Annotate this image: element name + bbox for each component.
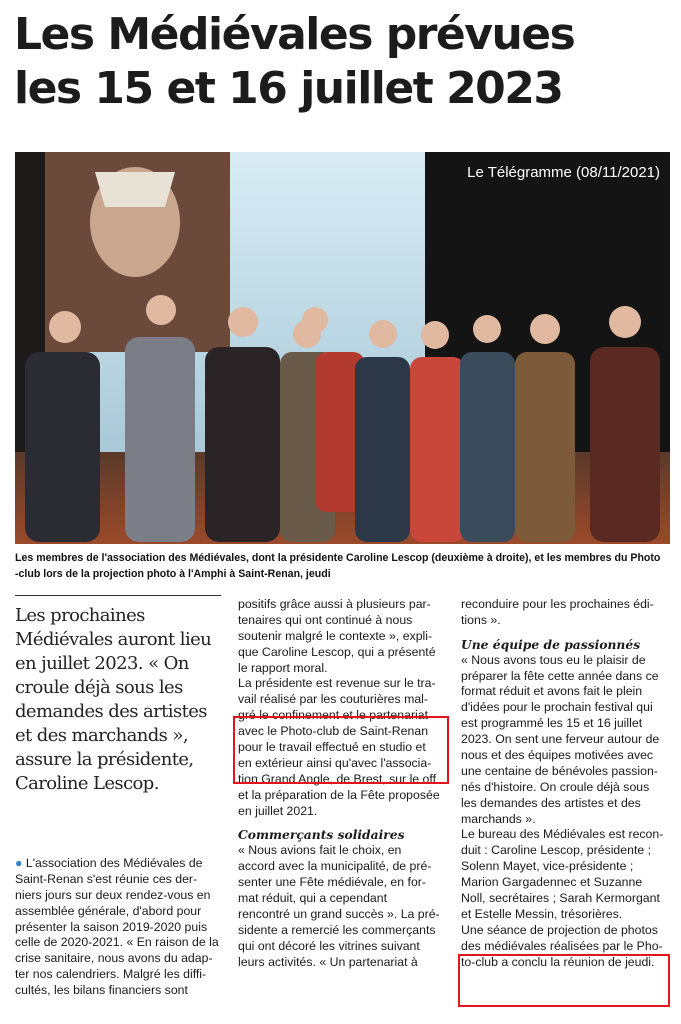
caption-line: Les membres de l'association des Médiévales, dont la présidente Caroline Lescop (deuxième à droite), et les membres du Photo [15,552,661,564]
body-line: des médiévales réalisées par le Pho- [461,938,663,953]
body-line: gré le confinement et le partenariat [238,708,429,723]
body-line: pour le travail effectué en studio et [238,740,426,755]
body-line: nés d'histoire. On croule déjà sous [461,779,650,794]
section-subheading: Une équipe de passionnés [461,636,641,652]
body-line: mat réduit, qui a cependant [238,891,388,906]
body-line: Noll, secrétaires ; Sarah Kermorgant [461,891,660,906]
intro-line: assure la présidente, [15,749,194,770]
body-line: reconduire pour les prochaines édi- [461,597,654,611]
section-subheading: Commerçants solidaires [238,827,405,843]
caption-line: -club lors de la projection photo à l'Amphi à Saint-Renan, jeudi [15,568,331,580]
headline-line: les 15 et 16 juillet 2023 [14,63,563,114]
body-line: Solenn Mayet, vice-présidente ; [461,859,634,874]
body-line: positifs grâce aussi à plusieurs par- [238,597,431,611]
body-line: tion Grand Angle, de Brest, sur le off [238,771,437,786]
body-line [15,856,225,872]
body-line: en extérieur ainsi qu'avec l'associa- [238,755,432,770]
body-line: Marion Gargadennec et Suzanne [461,875,643,890]
body-line: celle de 2020-2021. « En raison de la [15,935,219,950]
article-photo [15,152,670,544]
body-line: vail réalisé par les couturières mal- [238,692,428,707]
body-line: « Nous avions fait le choix, en [238,843,402,858]
body-line: soutenir malgré le contexte », expli- [238,628,433,643]
body-line: nous et des équipes motivées avec [461,748,654,763]
spacer [238,819,448,827]
body-line: senter une Fête médiévale, en for- [238,875,426,890]
headline-line: Les Médiévales prévues [14,9,575,60]
highlight-box-projection [458,954,670,1007]
body-line: assemblée générale, d'abord pour [15,903,202,918]
body-column-3 [461,597,673,970]
body-line: tenaires qui ont continué à nous [238,612,413,627]
body-line: sidente a remercié les commerçants [238,922,436,937]
intro-line: croule déjà sous les [15,677,183,698]
body-line: format réduit et avons fait le plein [461,684,643,699]
body-line: accord avec la municipalité, de pré- [238,859,432,874]
body-line: avec le Photo-club de Saint-Renan [238,724,429,739]
body-line: rencontré un grand succès ». La pré- [238,906,440,921]
body-line: Le bureau des Médiévales est recon- [461,827,664,842]
body-line: présenter la saison 2019-2020 puis [15,919,208,934]
body-column-1 [15,856,225,999]
body-line: Une séance de projection de photos [461,922,658,937]
intro-line: Les prochaines [15,605,145,626]
body-line: que Caroline Lescop, qui a présenté [238,644,436,659]
body-line: et Estelle Messin, trésorières. [461,906,623,921]
body-line: les demandes des artistes et des [461,795,641,810]
body-line: qui ont décoré les vitrines suivant [238,938,420,953]
body-line: est programmé les 15 et 16 juillet [461,716,643,731]
body-line: 2023. On sent une ferveur autour de [461,732,660,747]
article-headline [14,8,674,116]
body-line: niers jours sur deux rendez-vous en [15,887,211,902]
body-line: crise sanitaire, nous avons du adap- [15,951,213,966]
body-line: ter nos calendriers. Malgré les diffi- [15,967,207,982]
photo-source-label: Le Télégramme (08/11/2021) [467,164,660,181]
body-line: le rapport moral. [238,660,328,675]
body-line: tions ». [461,612,501,627]
body-line: Saint-Renan s'est réunie ces der- [15,871,198,886]
body-line: une centaine de bénévoles passion- [461,763,658,778]
body-line: préparer la fête cette année dans ce [461,668,659,683]
bullet-icon: ● [15,856,23,870]
group-photo-illustration [15,152,670,544]
body-line: leurs activités. « Un partenariat à [238,954,418,969]
intro-line: demandes des artistes [15,701,207,722]
body-line: cultés, les bilans financiers sont [15,983,188,998]
body-line: marchands ». [461,811,536,826]
intro-line: et des marchands », [15,725,188,746]
article-intro [15,604,225,796]
spacer [461,629,673,637]
body-line: et la préparation de la Fête proposée [238,787,440,802]
intro-divider [15,595,221,596]
intro-line: en juillet 2023. « On [15,653,189,674]
body-line: d'idées pour le prochain festival qui [461,700,653,715]
highlight-box-partnership [233,716,449,784]
intro-line: Médiévales auront lieu [15,629,212,650]
body-line: duit : Caroline Lescop, présidente ; [461,843,652,858]
body-line: « Nous avons tous eu le plaisir de [461,652,646,667]
photo-caption [15,550,671,582]
intro-line: Caroline Lescop. [15,773,159,794]
body-line: La présidente est revenue sur le tra- [238,676,436,691]
body-line: en juillet 2021. [238,803,318,818]
body-line: to-club a conclu la réunion de jeudi. [461,954,655,969]
body-line-text: L'association des Médiévales de [25,856,203,870]
